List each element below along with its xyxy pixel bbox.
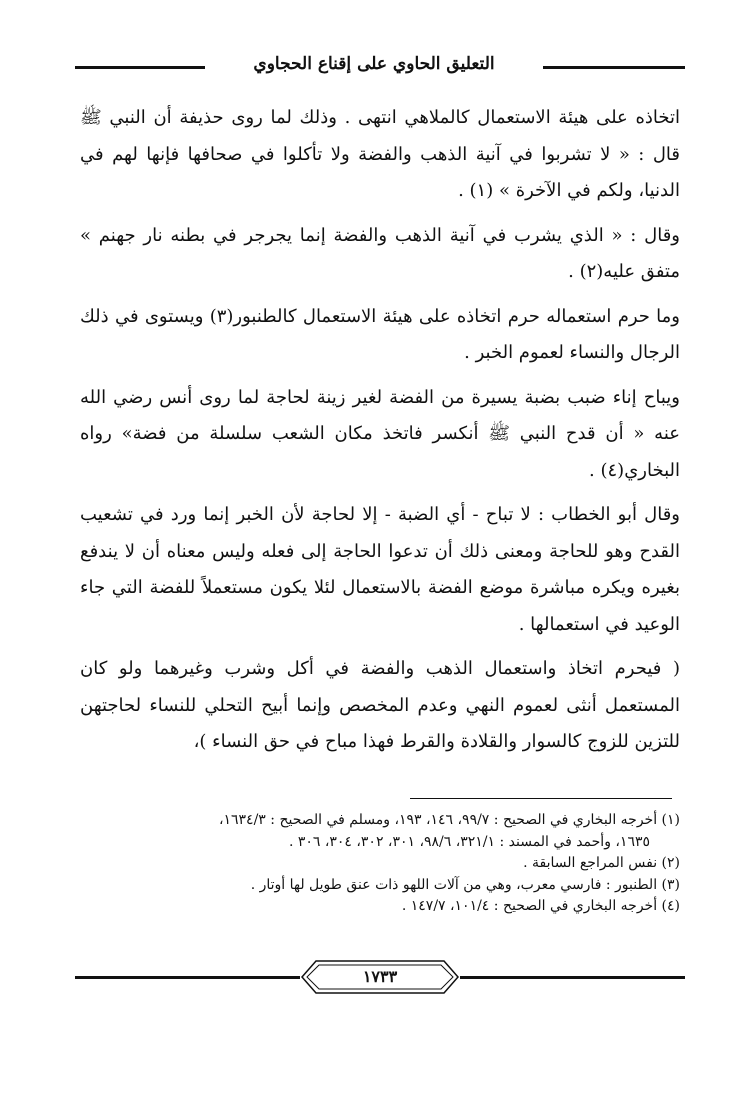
footnotes <box>80 810 680 918</box>
footnote-1: (١) أخرجه البخاري في الصحيح : ٩٩/٧، ١٤٦، ١٩٣، ومسلم في الصحيح : ١٦٣٤/٣، <box>218 812 680 828</box>
header-rule-right <box>543 66 685 69</box>
paragraph: ويباح إناء ضبب بضبة يسيرة من الفضة لغير زينة لحاجة لما روى أنس رضي الله عنه « أن قدح النبي ﷺ أنكسر فاتخذ مكان الشعب سلسلة من فضة» رواه البخاري(٤) . <box>80 386 680 481</box>
page-footer <box>75 958 685 998</box>
footnote-1-continued: ١٦٣٥، وأحمد في المسند : ٣٢١/١، ٩٨/٦، ٣٠١، ٣٠٢، ٣٠٤، ٣٠٦ . <box>288 833 650 850</box>
footnote-separator <box>410 798 672 799</box>
footer-rule-left <box>75 976 300 979</box>
paragraph: وما حرم استعماله حرم اتخاذه على هيئة الاستعمال كالطنبور(٣) ويستوى في ذلك الرجال والنساء لعموم الخبر . <box>80 305 680 363</box>
header-rule-left <box>75 66 205 69</box>
paragraph: وقال : « الذي يشرب في آنية الذهب والفضة إنما يجرجر في بطنه نار جهنم » متفق عليه(٢) . <box>80 224 680 282</box>
main-text <box>80 100 680 769</box>
header-title: التعليق الحاوي على إقناع الحجاوي <box>253 54 495 74</box>
paragraph: ( فيحرم اتخاذ واستعمال الذهب والفضة في أكل وشرب وغيرهما ولو كان المستعمل أنثى لعموم النهي وعدم المخصص وإنما أبيح التحلي للنساء لحاجتهن للتزين للزوج كالسوار والقلادة والقرط فهذا مباح في حق النساء )، <box>80 658 680 752</box>
running-header <box>75 52 685 84</box>
footnote-4: (٤) أخرجه البخاري في الصحيح : ١٠١/٤، ١٤٧/٧ . <box>401 898 680 914</box>
page-number: ١٧٣٣ <box>362 967 398 986</box>
paragraph: وقال أبو الخطاب : لا تباح - أي الضبة - إلا لحاجة لأن الخبر إنما ورد في تشعيب القدح وهو للحاجة ومعنى ذلك أن تدعوا الحاجة إلى فعله وليس معناه أن لا يندفع بغيره ويكره مباشرة موضع الفضة بالاستعمال لئلا يكون مستعملاً للفضة التي جاء الوعيد في استعمالها . <box>80 504 680 635</box>
page-number-frame <box>300 958 460 996</box>
paragraph: اتخاذه على هيئة الاستعمال كالملاهي انتهى . وذلك لما روى حذيفة أن النبي ﷺ قال : « لا تشربوا في آنية الذهب والفضة ولا تأكلوا في صحافها فإنها لهم في الدنيا، ولكم في الآخرة » (١) . <box>80 107 680 201</box>
footnote-2: (٢) نفس المراجع السابقة . <box>523 855 680 871</box>
footer-rule-right <box>460 976 685 979</box>
footnote-3: (٣) الطنبور : فارسي معرب، وهي من آلات اللهو ذات عنق طويل لها أوتار . <box>250 876 680 893</box>
